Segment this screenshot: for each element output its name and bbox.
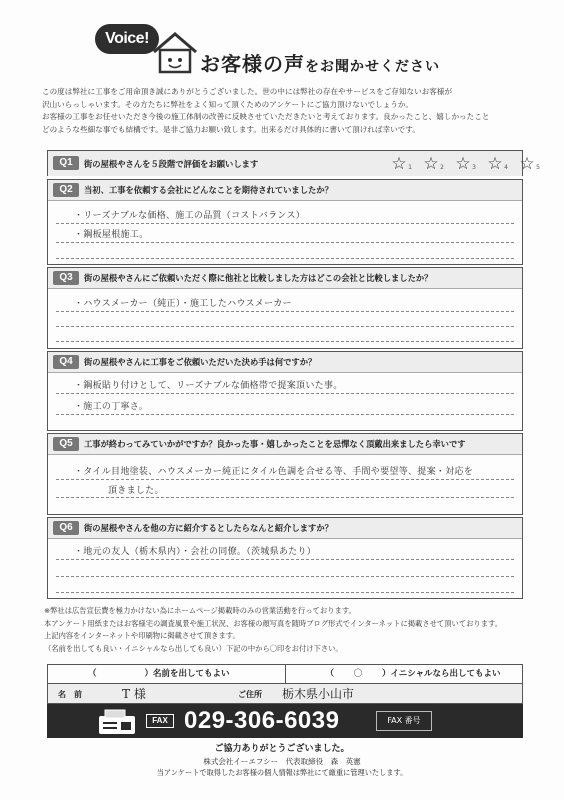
consent-name-option[interactable]: （ ）名前を出してもよい — [48, 665, 286, 683]
question-text: 当初、工事を依頼する会社にどんなことを期待されていましたか？ — [84, 185, 333, 195]
name-address-row — [47, 684, 523, 704]
intro-line: どのような些細な事でも結構です。是非ご協力お願い致します。出来るだけ具体的に書いて頂ければ幸いです。 — [42, 124, 420, 134]
rating-stars — [388, 155, 538, 173]
question-badge: Q5 — [53, 437, 79, 451]
question-badge: Q6 — [53, 521, 79, 535]
question-badge: Q4 — [53, 355, 79, 369]
title-sub: をお聞かせください — [305, 59, 440, 75]
voice-badge: Voice! — [95, 24, 159, 54]
company-text: 株式会社イーエフシー 代表取締役 森 英憲 — [203, 757, 361, 766]
question-q2 — [47, 179, 523, 265]
name-value[interactable]: T 様 — [122, 687, 146, 701]
intro-line: お客様の工事をお任せいただき今後の施工体制の改善に反映させていただきたいと考えております。良かったこと、嬉しかったこと — [42, 112, 490, 121]
answer-text: ・ハウスメーカー（純正）・施工したハウスメーカー — [74, 299, 292, 309]
answer-line — [56, 414, 514, 415]
star-icon[interactable]: ☆ 5 — [516, 155, 538, 173]
answer-text: ・リーズナブルな価格、施工の品質（コストバランス） — [74, 211, 306, 221]
answer-text: ・施工の丁寧さ。 — [74, 402, 149, 412]
answer-line — [56, 592, 514, 593]
note-line: （名前を出しても良い・イニシャルなら出しても良い）下記の中から〇印をお付け下さい。 — [44, 643, 343, 653]
question-text: 工事が終わってみていかがですか？良かった事・嬉しかったことを忌憚なく頂戴出来ましたら幸いです — [84, 439, 466, 449]
answer-line — [56, 341, 514, 342]
fax-machine-icon — [97, 708, 137, 736]
intro-line: 沢山いらっしゃいます。その方たちに弊社をよく知って頂くためのアンケートにご協力頂けないでしょうか。 — [42, 99, 414, 109]
question-q6 — [47, 517, 523, 599]
answer-line — [56, 223, 514, 224]
answer-text: ・鋼板貼り付けとして、リーズナブルな価格帯で提案頂いた事。 — [74, 381, 343, 391]
name-option-label: 名前を出してもよい — [153, 669, 230, 679]
note-line: ※弊社は広告宣伝費を極力かけない為にホームページ掲載時のみの営業活動を行っております。 — [44, 606, 356, 615]
fax-label: FAX — [146, 714, 174, 728]
question-header — [48, 434, 522, 455]
fax-number-tag: FAX 番号 — [376, 711, 432, 731]
star-icon[interactable]: ☆ 3 — [452, 155, 474, 173]
question-header — [48, 352, 522, 373]
question-badge: Q3 — [53, 271, 79, 285]
star-number: 5 — [536, 164, 540, 171]
question-header — [48, 151, 540, 176]
star-number: 1 — [408, 164, 412, 171]
address-label: ご住所 — [238, 690, 262, 699]
question-q5 — [47, 433, 523, 515]
star-number: 3 — [472, 164, 476, 171]
question-text: 街の屋根やさんに工事をご依頼いただいた決め手は何ですか？ — [84, 357, 317, 367]
answer-line — [56, 479, 514, 480]
answer-line — [56, 497, 514, 498]
answer-line — [56, 242, 514, 243]
answer-text: ・鋼板屋根施工。 — [74, 230, 149, 240]
name-label: 名 前 — [58, 690, 82, 699]
header — [0, 0, 564, 76]
privacy-text: 当アンケートで取得したお客様の個人情報は弊社にて厳重に管理いたします。 — [156, 768, 408, 777]
answer-text: 頂きました。 — [108, 486, 164, 496]
question-text: 街の屋根やさんを５段階で評価をお願いします — [84, 159, 259, 169]
star-icon[interactable]: ☆ 4 — [484, 155, 506, 173]
answer-line — [56, 393, 514, 394]
star-number: 4 — [504, 164, 508, 171]
question-text: 街の屋根やさんを他の方に紹介するとしたらなんと紹介しますか？ — [84, 523, 333, 533]
question-header — [48, 518, 522, 539]
question-q3 — [47, 267, 523, 349]
question-header — [48, 268, 522, 289]
answer-line — [56, 576, 514, 577]
star-icon[interactable]: ☆ 1 — [388, 155, 410, 173]
title-main: お客様の声 — [200, 52, 305, 76]
answer-line — [56, 326, 514, 327]
answer-text: ・タイル目地塗装、ハウスメーカー純正にタイル色調を合せる等、手間や要望等、提案・対応を — [74, 467, 474, 477]
thanks-text: ご協力ありがとうございました。 — [214, 744, 350, 754]
question-badge: Q2 — [53, 183, 79, 197]
question-text: 街の屋根やさんにご依頼いただく際に他社と比較しました方はどこの会社と比較しましたか？ — [84, 273, 433, 283]
consent-initial-option[interactable]: （ 〇 ）イニシャルなら出してもよい — [286, 665, 523, 683]
fax-number: 029-306-6039 — [184, 707, 340, 734]
answer-line — [56, 559, 514, 560]
initial-option-mark: 〇 — [353, 669, 363, 679]
address-value[interactable]: 栃木県小山市 — [282, 687, 355, 701]
question-q1 — [47, 150, 540, 176]
note-line: 本アンケート用紙またはお客様宅の調査風景や施工状況、お客様の顔写真を随時ブログ形式でインターネットに掲載させて頂いております。 — [44, 618, 503, 628]
house-icon — [150, 30, 200, 74]
initial-option-label: イニシャルなら出してもよい — [390, 669, 501, 679]
star-icon[interactable]: ☆ 2 — [420, 155, 442, 173]
notes — [44, 605, 544, 655]
question-header — [48, 180, 522, 201]
question-q4 — [47, 351, 523, 431]
intro-text — [42, 86, 542, 136]
answer-line — [56, 311, 514, 312]
page-title — [200, 48, 440, 77]
answer-text: ・地元の友人（栃木県内）・会社の同僚。（茨城県あたり） — [74, 547, 317, 557]
intro-line: この度は弊社に工事をご用命頂き誠にありがとうございました。世の中には弊社の存在やサービスをご存知ないお客様が — [42, 87, 453, 96]
star-number: 2 — [440, 164, 444, 171]
answer-line — [56, 258, 514, 259]
question-badge: Q1 — [53, 156, 79, 170]
note-line: 上記内容をインターネットや印刷物に掲載させて頂きます。 — [44, 631, 240, 640]
consent-row — [47, 664, 523, 684]
